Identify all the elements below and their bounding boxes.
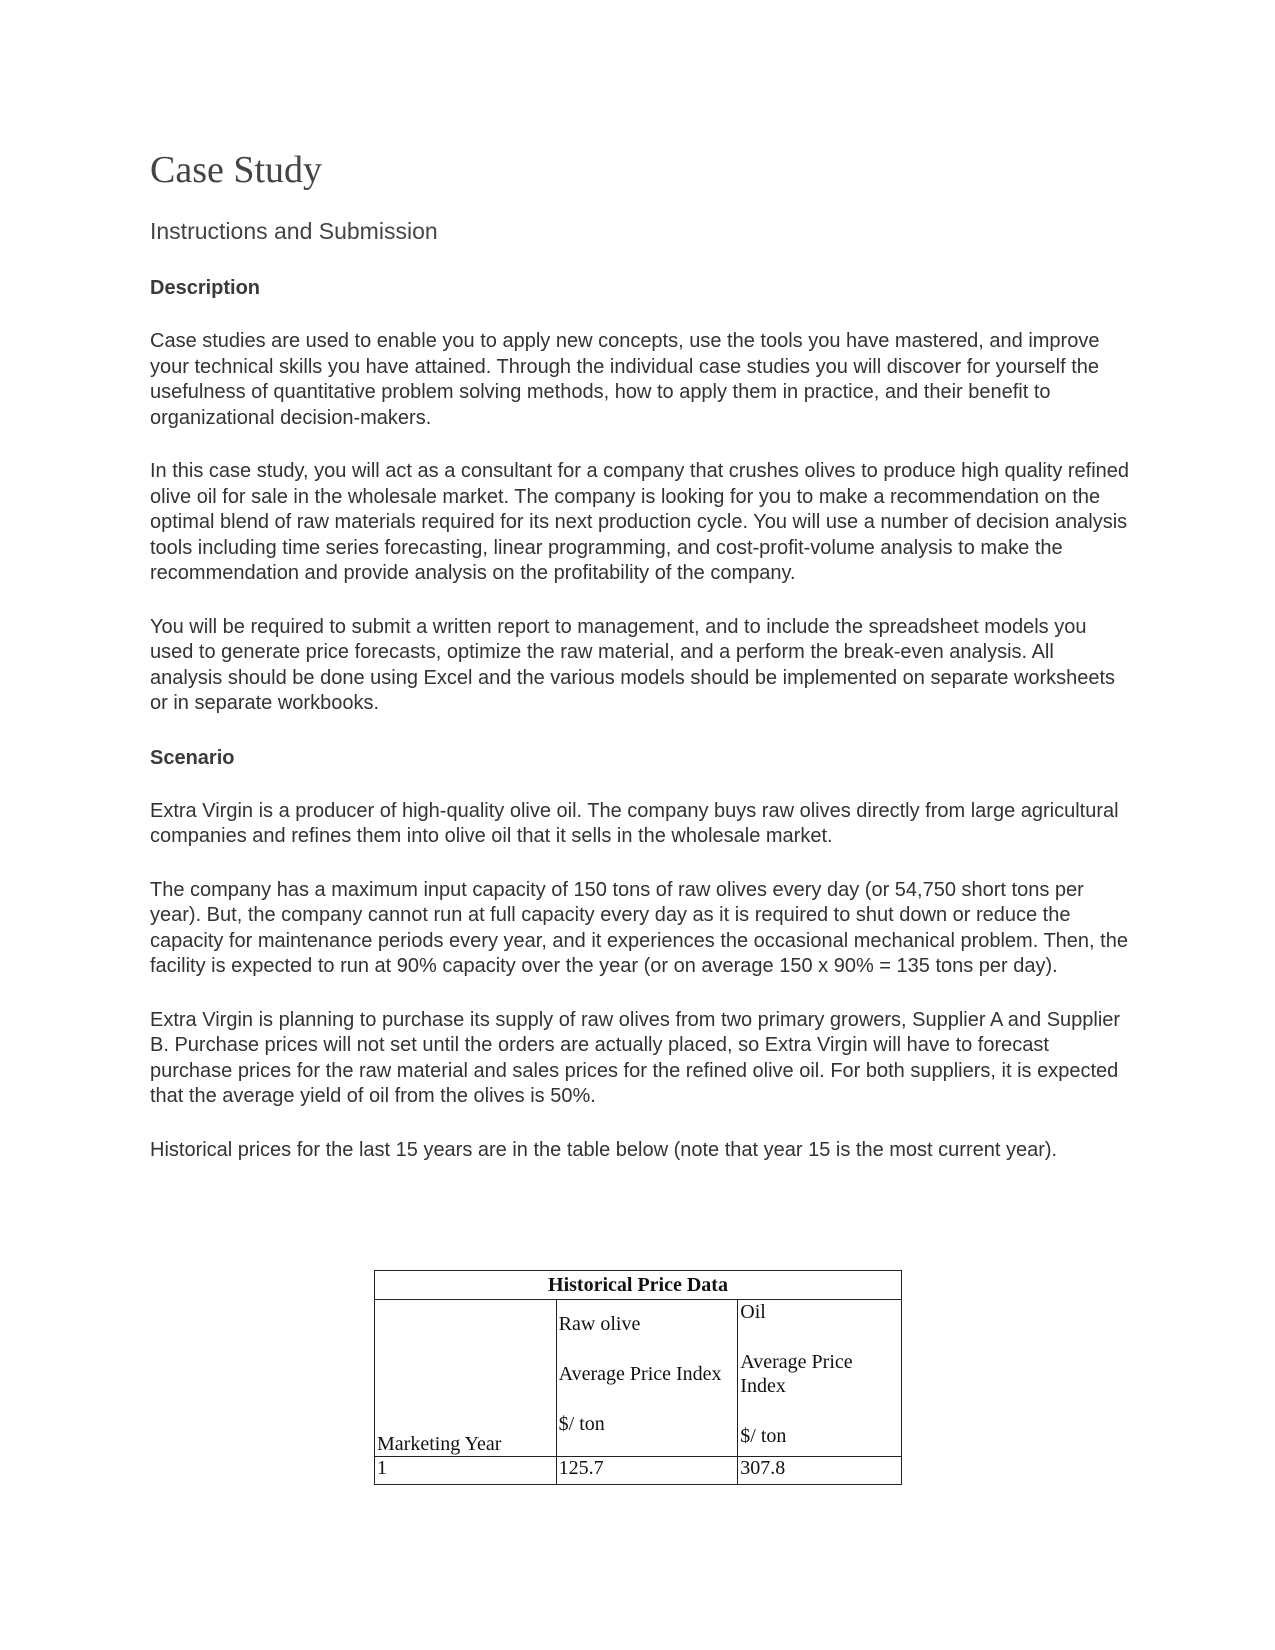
page-title: Case Study [150,149,323,191]
table-cell-raw-price: 125.7 [556,1457,738,1485]
page-subtitle: Instructions and Submission [150,218,438,244]
table-caption: Historical Price Data [375,1271,902,1300]
header-oil-line2: Average Price Index [740,1351,853,1397]
historical-price-table [374,1270,902,1485]
header-marketing-year [375,1300,557,1457]
scenario-paragraph-1: Extra Virgin is a producer of high-quality olive oil. The company buys raw olives directly from large agricultural companies and refines them into olive oil that it sells in the wholesale market. [150,799,1119,847]
description-paragraph-3: You will be required to submit a written report to management, and to include the spreadsheet models you used to generate price forecasts, optimize the raw material, and a perform the break-even analysis. All analysis should be done using Excel and the various models should be implemented on separate worksheets or in separate workbooks. [150,615,1116,714]
header-oil-line1: Oil [740,1301,766,1323]
table-cell-oil-price: 307.8 [738,1457,902,1485]
description-heading: Description [150,277,261,299]
scenario-paragraph-2: The company has a maximum input capacity of 150 tons of raw olives every day (or 54,750 short tons per year). But, the company cannot run at full capacity every day as it is required to shut down or reduce the capacity for maintenance periods every year, and it experiences the occasional mechanical problem. Then, the facility is expected to run at 90% capacity over the year (or on average 150 x 90% = 135 tons per day). [150,878,1128,977]
scenario-paragraph-4: Historical prices for the last 15 years are in the table below (note that year 15 is the most current year). [150,1138,1058,1161]
header-marketing-year-label: Marketing Year [377,1433,502,1455]
header-raw-olive [556,1300,738,1457]
scenario-heading: Scenario [150,746,235,769]
header-raw-olive-line3: $/ ton [558,1413,605,1435]
header-oil [738,1300,902,1457]
document-page [150,145,1130,1163]
description-paragraph-1: Case studies are used to enable you to apply new concepts, use the tools you have mastered, and improve your technical skills you have attained. Through the individual case studies you will discover for yourself the usefulness of quantitative problem solving methods, how to apply them in practice, and their benefit to organizational decision-makers. [150,330,1100,429]
scenario-paragraph-3: Extra Virgin is planning to purchase its supply of raw olives from two primary growers, Supplier A and Supplier B. Purchase prices will not set until the orders are actually placed, so Extra Virgin will have to forecast purchase prices for the raw material and sales prices for the refined olive oil. For both suppliers, it is expected that the average yield of oil from the olives is 50%. [150,1008,1121,1107]
header-raw-olive-line2: Average Price Index [558,1363,722,1385]
table-cell-year: 1 [375,1457,557,1485]
header-raw-olive-line1: Raw olive [558,1313,641,1335]
description-paragraph-2: In this case study, you will act as a consultant for a company that crushes olives to produce high quality refined olive oil for sale in the wholesale market. The company is looking for you to make a recommendation on the optimal blend of raw materials required for its next production cycle. You will use a number of decision analysis tools including time series forecasting, linear programming, and cost-profit-volume analysis to make the recommendation and provide analysis on the profitability of the company. [150,460,1130,584]
header-oil-line3: $/ ton [740,1425,787,1447]
